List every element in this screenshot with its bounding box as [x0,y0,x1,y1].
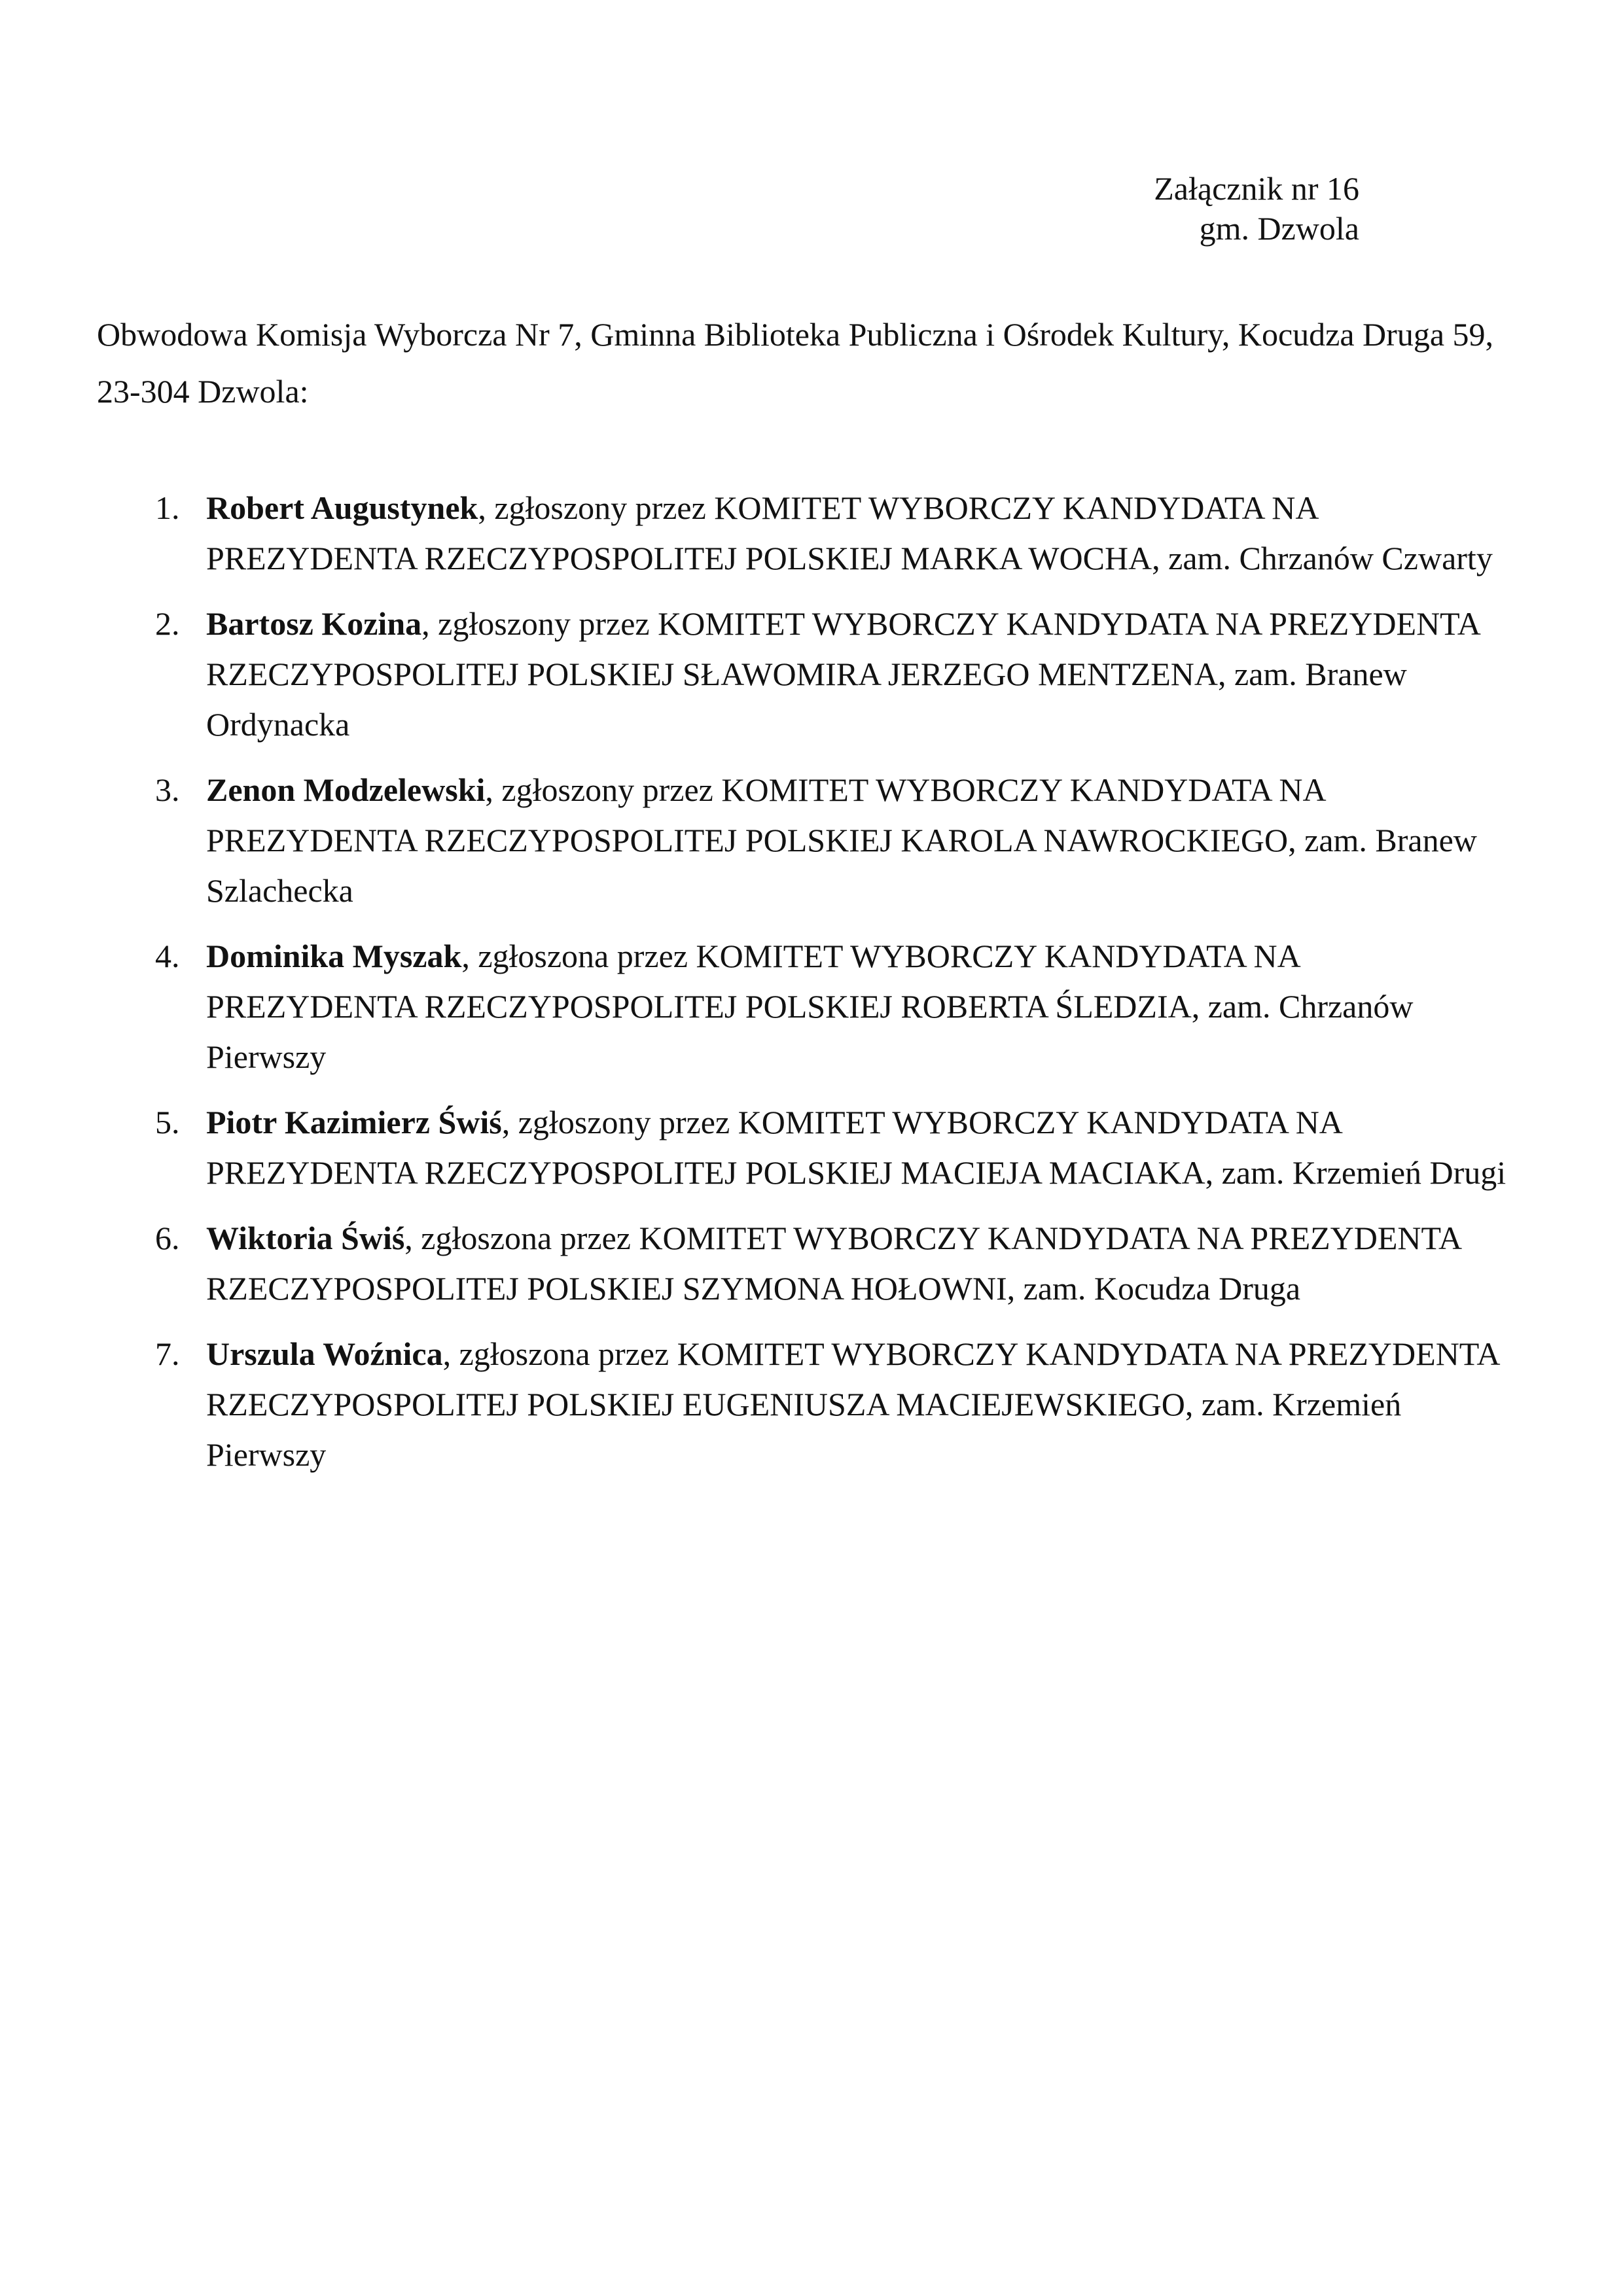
item-number: 7. [155,1335,180,1372]
list-item [155,1097,1515,1198]
candidates-list [0,483,1515,1480]
intro-paragraph: Obwodowa Komisja Wyborcza Nr 7, Gminna Biblioteka Publiczna i Ośrodek Kultury, Kocudza Druga 59, 23-304 Dzwola: [97,316,1494,410]
list-item [155,483,1515,584]
item-text: , zgłoszona przez KOMITET WYBORCZY KANDYDATA NA PREZYDENTA RZECZYPOSPOLITEJ POLSKIEJ ROBERTA ŚLEDZIA, zam. Chrzanów Pierwszy [206,938,1414,1075]
item-number: 3. [155,771,180,808]
candidate-name: Robert Augustynek [206,489,478,526]
list-item [155,599,1515,750]
attachment-note-line1: Załącznik nr 16 [1154,170,1359,207]
item-number: 4. [155,938,180,974]
list-item [155,1213,1515,1314]
item-text: , zgłoszony przez KOMITET WYBORCZY KANDYDATA NA PREZYDENTA RZECZYPOSPOLITEJ POLSKIEJ MACIEJA MACIAKA, zam. Krzemień Drugi [206,1104,1507,1191]
candidate-name: Zenon Modzelewski [206,771,486,808]
item-number: 6. [155,1220,180,1256]
item-text: , zgłoszony przez KOMITET WYBORCZY KANDYDATA NA PREZYDENTA RZECZYPOSPOLITEJ POLSKIEJ MARKA WOCHA, zam. Chrzanów Czwarty [206,489,1493,576]
item-number: 5. [155,1104,180,1140]
item-text: , zgłoszony przez KOMITET WYBORCZY KANDYDATA NA PREZYDENTA RZECZYPOSPOLITEJ POLSKIEJ SŁAWOMIRA JERZEGO MENTZENA, zam. Branew Ordynacka [206,605,1480,743]
item-number: 1. [155,489,180,526]
candidate-name: Dominika Myszak [206,938,462,974]
item-text: , zgłoszona przez KOMITET WYBORCZY KANDYDATA NA PREZYDENTA RZECZYPOSPOLITEJ POLSKIEJ SZYMONA HOŁOWNI, zam. Kocudza Druga [206,1220,1461,1307]
attachment-note-line2: gm. Dzwola [1199,210,1359,247]
item-text: , zgłoszony przez KOMITET WYBORCZY KANDYDATA NA PREZYDENTA RZECZYPOSPOLITEJ POLSKIEJ KAROLA NAWROCKIEGO, zam. Branew Szlachecka [206,771,1477,909]
candidate-name: Piotr Kazimierz Świś [206,1104,502,1140]
candidate-name: Bartosz Kozina [206,605,422,642]
list-item [155,1329,1515,1480]
item-text: , zgłoszona przez KOMITET WYBORCZY KANDYDATA NA PREZYDENTA RZECZYPOSPOLITEJ POLSKIEJ EUGENIUSZA MACIEJEWSKIEGO, zam. Krzemień Pierwszy [206,1335,1499,1473]
attachment-note [0,0,1623,249]
candidate-name: Wiktoria Świś [206,1220,405,1256]
list-item [155,765,1515,916]
list-item [155,931,1515,1082]
candidate-name: Urszula Woźnica [206,1335,443,1372]
item-number: 2. [155,605,180,642]
